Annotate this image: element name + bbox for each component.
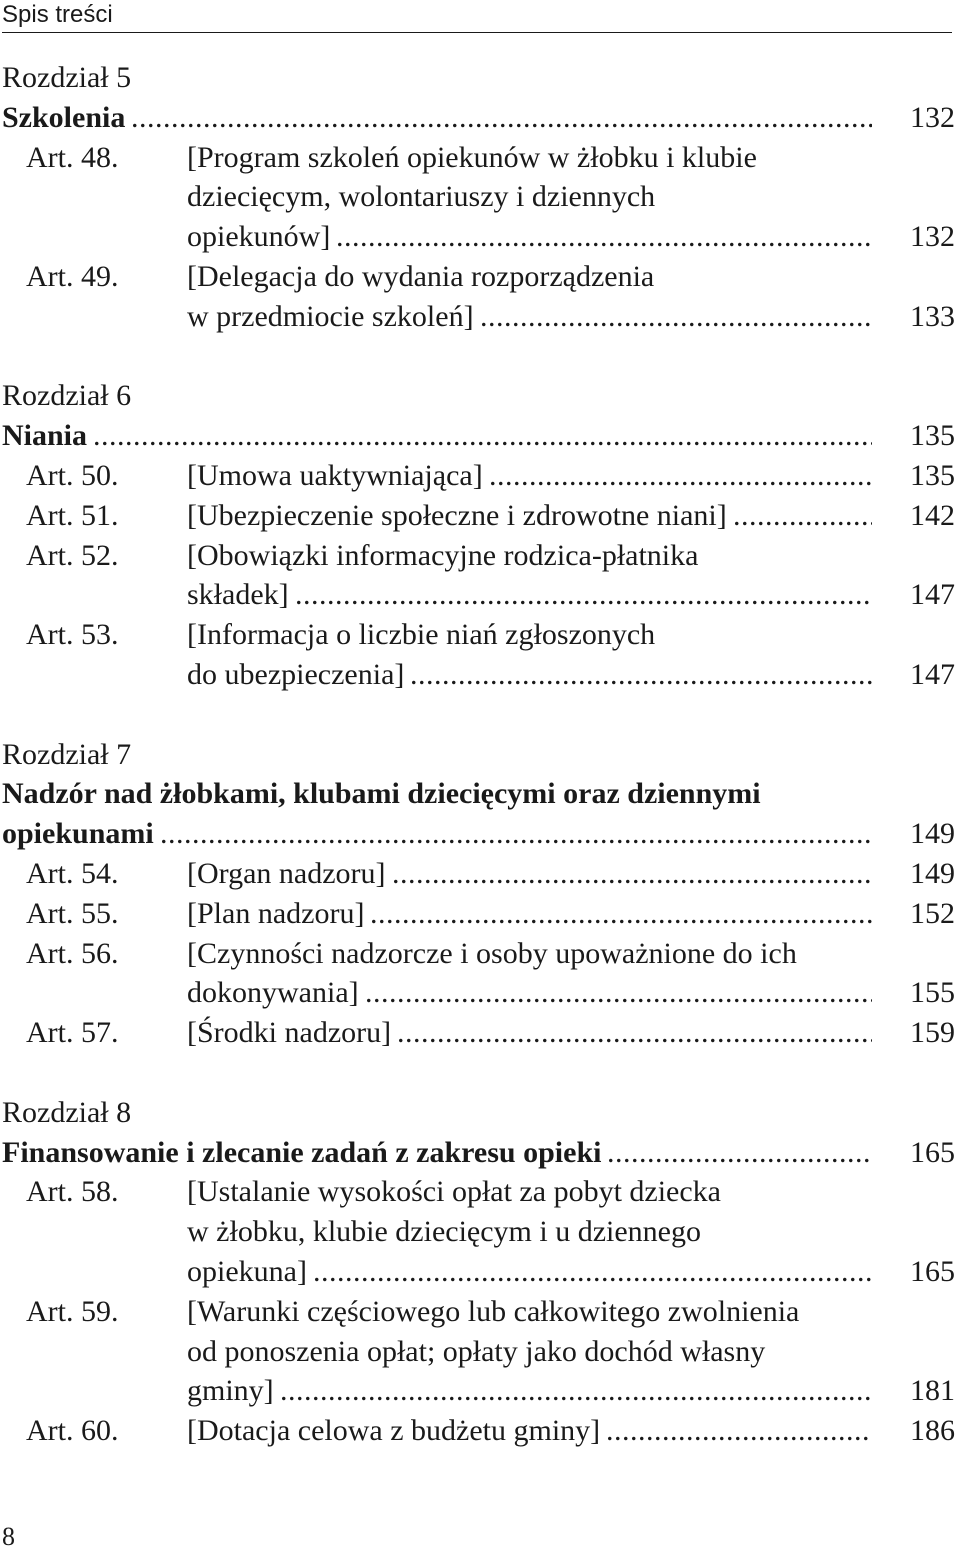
page-ref: 132 (910, 100, 955, 134)
toc-entry-line (0, 655, 960, 695)
leader-dots (410, 655, 872, 695)
toc-entry-line (0, 1332, 960, 1372)
chapter-title-line (0, 416, 960, 456)
chapter-label: Rozdział 7 (2, 737, 132, 771)
article-number: Art. 56. (26, 936, 119, 970)
leader-dots (313, 1252, 872, 1292)
leader-dots (733, 496, 872, 536)
article-title: [Środki nadzoru] (187, 1016, 392, 1050)
toc-entry-line (0, 536, 960, 576)
leader-dots (131, 98, 872, 138)
toc-entry-line (0, 1172, 960, 1212)
chapter-heading (0, 1093, 960, 1133)
article-title: [Ustalanie wysokości opłat za pobyt dziecka (187, 1175, 721, 1209)
toc-entry-line (0, 177, 960, 217)
leader-dots (336, 217, 872, 257)
article-title: [Obowiązki informacyjne rodzica-płatnika (187, 538, 699, 572)
leader-dots (160, 814, 872, 854)
toc-entry-line (0, 973, 960, 1013)
page-ref: 133 (910, 299, 955, 333)
toc-entry-line (0, 1252, 960, 1292)
chapter-title-line (0, 1133, 960, 1173)
page-ref: 147 (910, 578, 955, 612)
article-title: [Organ nadzoru] (187, 857, 386, 890)
article-number: Art. 60. (26, 1414, 119, 1448)
toc-entry-line (0, 934, 960, 974)
article-title: [Ubezpieczenie społeczne i zdrowotne niani] (187, 498, 727, 532)
article-title: [Plan nadzoru] (187, 896, 365, 930)
page-ref: 159 (910, 1016, 955, 1050)
chapter-title-line (0, 774, 960, 814)
toc-entry-line (0, 1292, 960, 1332)
page-ref: 135 (910, 419, 955, 453)
article-number: Art. 52. (26, 538, 119, 572)
article-number: Art. 55. (26, 896, 119, 930)
toc-entry-line (0, 894, 960, 934)
page-ref: 142 (910, 498, 955, 532)
chapter-label: Rozdział 5 (2, 61, 132, 94)
toc-entry-line (0, 1212, 960, 1252)
article-title: do ubezpieczenia] (187, 658, 405, 691)
page-ref: 149 (910, 857, 955, 890)
page-ref: 132 (910, 220, 955, 254)
page-ref: 186 (910, 1414, 955, 1448)
article-title: [Umowa uaktywniająca] (187, 459, 483, 492)
article-title: dziecięcym, wolontariuszy i dziennych (187, 180, 656, 214)
leader-dots (370, 894, 872, 934)
page-ref: 181 (910, 1374, 955, 1408)
chapter-title-line (0, 814, 960, 854)
article-title: [Dotacja celowa z budżetu gminy] (187, 1414, 601, 1448)
toc-entry-line (0, 1371, 960, 1411)
leader-dots (489, 456, 872, 496)
article-number: Art. 53. (26, 618, 119, 652)
article-title: gminy] (187, 1374, 274, 1408)
toc-entry-line (0, 456, 960, 496)
chapter-heading (0, 376, 960, 416)
article-number: Art. 57. (26, 1016, 119, 1050)
article-number: Art. 48. (26, 140, 119, 174)
page-ref: 152 (910, 896, 955, 930)
article-title: w żłobku, klubie dziecięcym i u dziennego (187, 1215, 701, 1249)
page-ref: 155 (910, 976, 955, 1010)
article-number: Art. 58. (26, 1175, 119, 1209)
article-title: [Warunki częściowego lub całkowitego zwolnienia (187, 1294, 800, 1328)
article-number: Art. 49. (26, 260, 119, 293)
leader-dots (480, 297, 872, 337)
article-number: Art. 51. (26, 498, 119, 532)
toc-entry-line (0, 217, 960, 257)
article-title: [Czynności nadzorcze i osoby upoważnione do ich (187, 936, 797, 970)
article-title: [Informacja o liczbie niań zgłoszonych (187, 618, 656, 652)
chapter-title-line (0, 98, 960, 138)
article-title: [Delegacja do wydania rozporządzenia (187, 260, 655, 293)
article-number: Art. 54. (26, 857, 119, 890)
toc-entry-line (0, 138, 960, 178)
article-title: składek] (187, 578, 289, 612)
chapter-heading (0, 735, 960, 775)
toc-entry-line (0, 854, 960, 894)
article-title: opiekuna] (187, 1255, 307, 1288)
toc-entry-line (0, 615, 960, 655)
toc-entry-line (0, 297, 960, 337)
page-ref: 147 (910, 658, 955, 691)
leader-dots (607, 1133, 872, 1173)
article-number: Art. 59. (26, 1294, 119, 1328)
article-number: Art. 50. (26, 459, 119, 492)
header-title: Spis treści (2, 1, 113, 28)
toc-entry-line (0, 496, 960, 536)
chapter-label: Rozdział 8 (2, 1095, 132, 1129)
chapter-title: Finansowanie i zlecanie zadań z zakresu opieki (2, 1135, 602, 1169)
page-number: 8 (2, 1522, 15, 1551)
toc-entry-line (0, 257, 960, 297)
page-ref: 135 (910, 459, 955, 492)
article-title: opiekunów] (187, 220, 331, 254)
article-title: w przedmiocie szkoleń] (187, 299, 474, 333)
article-title: od ponoszenia opłat; opłaty jako dochód własny (187, 1334, 766, 1368)
chapter-title: Nadzór nad żłobkami, klubami dziecięcymi oraz dziennymi (2, 777, 761, 811)
toc-entry-line (0, 1411, 960, 1451)
chapter-label: Rozdział 6 (2, 379, 132, 413)
page-ref: 165 (910, 1135, 955, 1169)
article-title: [Program szkoleń opiekunów w żłobku i klubie (187, 140, 757, 174)
article-title: dokonywania] (187, 976, 359, 1010)
leader-dots (606, 1411, 872, 1451)
leader-dots (392, 854, 872, 894)
chapter-title: Niania (2, 419, 88, 453)
toc-entry-line (0, 575, 960, 615)
chapter-title: Szkolenia (2, 100, 126, 134)
leader-dots (280, 1371, 872, 1411)
chapter-title: opiekunami (2, 817, 154, 851)
page-ref: 165 (910, 1255, 955, 1288)
toc-entry-line (0, 1013, 960, 1053)
leader-dots (365, 973, 872, 1013)
page-ref: 149 (910, 817, 955, 851)
leader-dots (295, 575, 872, 615)
leader-dots (93, 416, 872, 456)
leader-dots (397, 1013, 872, 1053)
chapter-heading (0, 58, 960, 98)
